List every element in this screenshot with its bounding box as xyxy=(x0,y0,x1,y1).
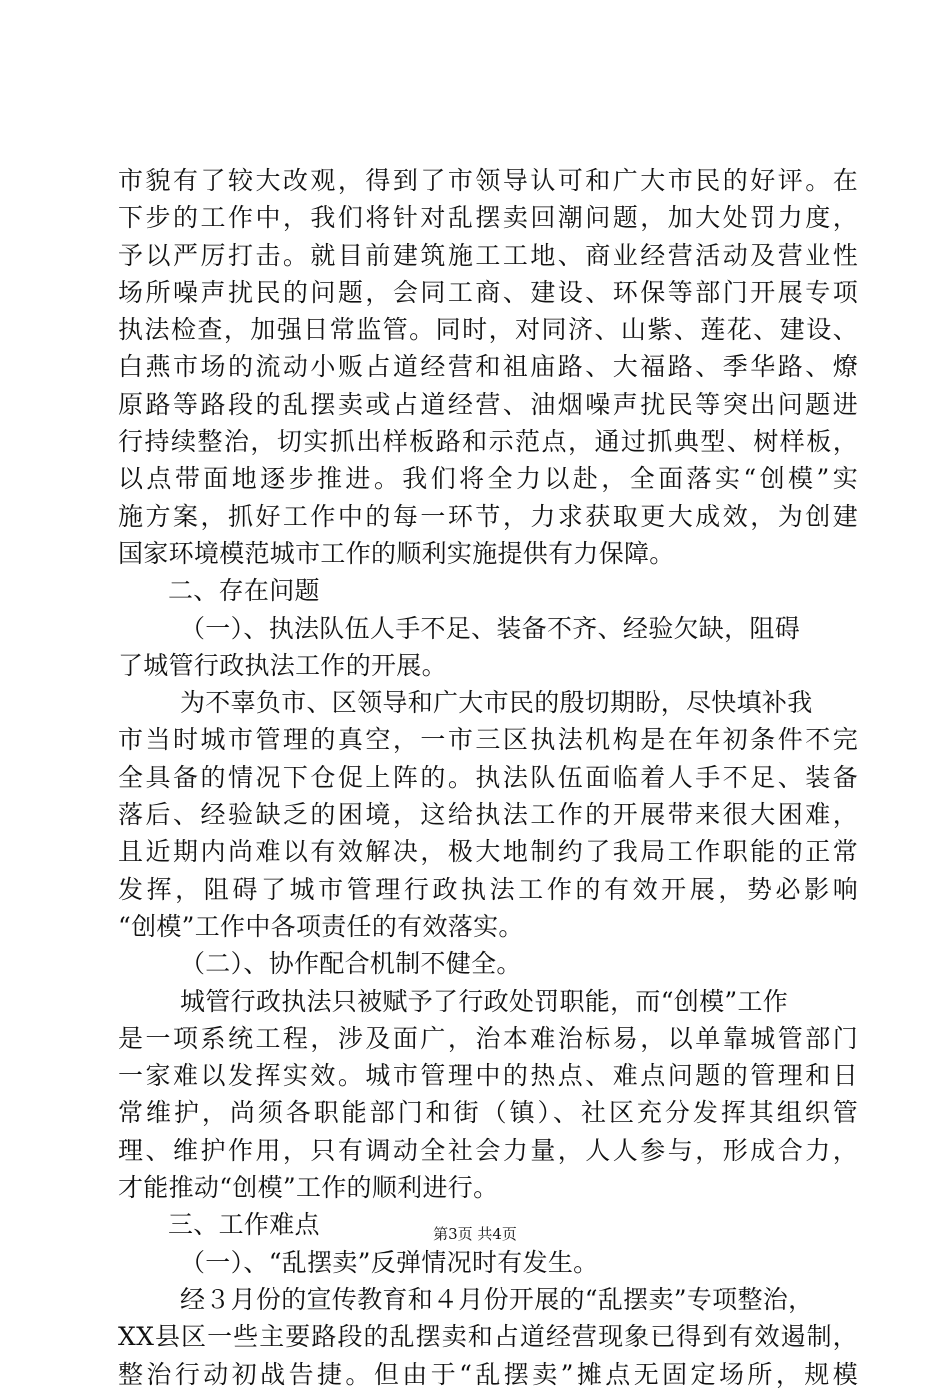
text-line: 常维护，尚须各职能部门和街（镇）、社区充分发挥其组织管 xyxy=(118,1098,858,1128)
document-body xyxy=(118,162,858,1393)
text-line: 理、维护作用，只有调动全社会力量，人人参与，形成合力， xyxy=(118,1135,858,1165)
subsection-heading: （二）、协作配合机制不健全。 xyxy=(180,949,522,979)
paragraph-first-line: 城管行政执法只被赋予了行政处罚职能，而“创模”工作 xyxy=(180,986,789,1016)
subsection-heading: （一）、执法队伍人手不足、装备不齐、经验欠缺，阻碍 xyxy=(180,613,801,643)
text-line: 发挥，阻碍了城市管理行政执法工作的有效开展，势必影响 xyxy=(118,874,858,904)
text-line: 施方案，抓好工作中的每一环节，力求获取更大成效，为创建 xyxy=(118,501,858,531)
text-line: 场所噪声扰民的问题，会同工商、建设、环保等部门开展专项 xyxy=(118,277,858,307)
paragraph-first-line: 经３月份的宣传教育和４月份开展的“乱摆卖”专项整治， xyxy=(180,1284,814,1314)
text-line: 原路等路段的乱摆卖或占道经营、油烟噪声扰民等突出问题进 xyxy=(118,389,858,419)
section-heading: 二、存在问题 xyxy=(168,576,320,606)
text-line: 是一项系统工程，涉及面广，治本难治标易，以单靠城管部门 xyxy=(118,1023,858,1053)
text-line: 且近期内尚难以有效解决，极大地制约了我局工作职能的正常 xyxy=(118,837,858,867)
text-line: 市貌有了较大改观，得到了市领导认可和广大市民的好评。在 xyxy=(118,166,858,195)
text-line: XX县区一些主要路段的乱摆卖和占道经营现象已得到有效遏制， xyxy=(118,1322,858,1352)
section-heading: 三、工作难点 xyxy=(168,1210,320,1240)
text-line: 下步的工作中，我们将针对乱摆卖回潮问题，加大处罚力度， xyxy=(118,203,858,233)
text-line: 国家环境模范城市工作的顺利实施提供有力保障。 xyxy=(118,538,675,568)
text-line: 才能推动“创模”工作的顺利进行。 xyxy=(118,1173,499,1203)
text-line: 市当时城市管理的真空，一市三区执法机构是在年初条件不完 xyxy=(118,725,858,755)
text-line: 了城管行政执法工作的开展。 xyxy=(118,650,447,680)
paragraph-first-line: 为不辜负市、区领导和广大市民的殷切期盼，尽快填补我 xyxy=(180,688,813,718)
text-line: 白燕市场的流动小贩占道经营和祖庙路、大福路、季华路、燎 xyxy=(118,352,858,382)
text-line: 执法检查，加强日常监管。同时，对同济、山紫、莲花、建设、 xyxy=(118,315,858,345)
page-number-footer: 第3页 共4页 xyxy=(433,1225,517,1243)
subsection-heading: （一）、“乱摆卖”反弹情况时有发生。 xyxy=(180,1247,599,1277)
text-line: 以点带面地逐步推进。我们将全力以赴，全面落实“创模”实 xyxy=(118,464,858,494)
text-line: 落后、经验缺乏的困境，这给执法工作的开展带来很大困难， xyxy=(118,800,858,830)
text-line: 整治行动初战告捷。但由于“乱摆卖”摊点无固定场所，规模 xyxy=(118,1359,858,1389)
text-line: 予以严厉打击。就目前建筑施工工地、商业经营活动及营业性 xyxy=(118,240,858,270)
text-line: 行持续整治，切实抓出样板路和示范点，通过抓典型、树样板， xyxy=(118,427,858,457)
text-line: 全具备的情况下仓促上阵的。执法队伍面临着人手不足、装备 xyxy=(118,762,858,792)
text-line: 一家难以发挥实效。城市管理中的热点、难点问题的管理和日 xyxy=(118,1061,858,1091)
text-line: “创模”工作中各项责任的有效落实。 xyxy=(118,911,524,941)
